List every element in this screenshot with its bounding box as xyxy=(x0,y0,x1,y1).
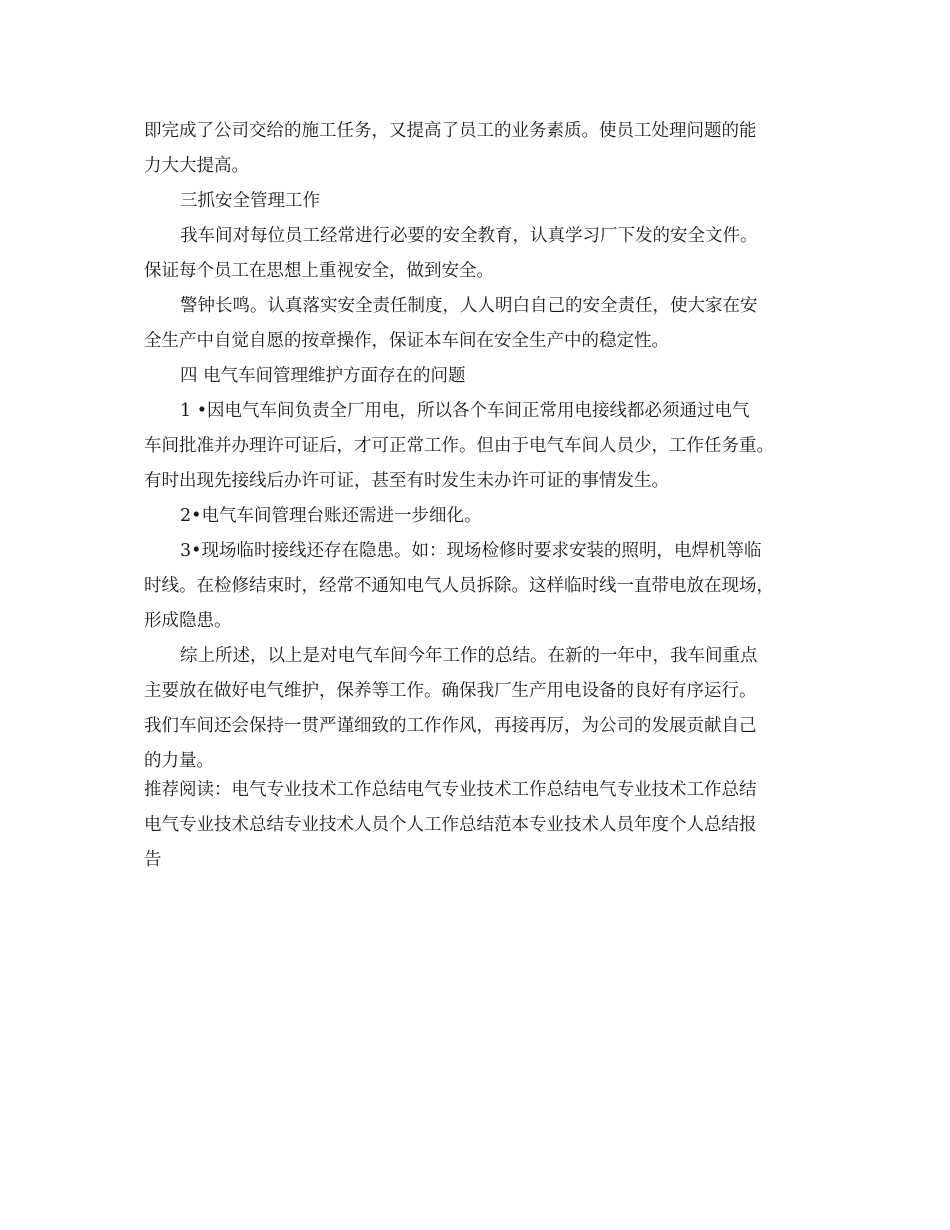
text-line: 综上所述，以上是对电气车间今年工作的总结。在新的一年中，我车间重点 xyxy=(180,646,758,666)
text-line: 的力量。 xyxy=(144,751,214,771)
section-heading: 三抓安全管理工作 xyxy=(180,191,320,211)
text-line: 警钟长鸣。认真落实安全责任制度，人人明白自己的安全责任，使大家在安 xyxy=(180,296,758,316)
recommended-reading: 告 xyxy=(144,850,162,870)
text-line: 我车间对每位员工经常进行必要的安全教育，认真学习厂下发的安全文件。 xyxy=(180,226,758,246)
text-line: 全生产中自觉自愿的按章操作，保证本车间在安全生产中的稳定性。 xyxy=(144,331,669,351)
text-line: 时线。在检修结束时，经常不通知电气人员拆除。这样临时线一直带电放在现场， xyxy=(144,576,774,596)
recommended-reading: 电气专业技术总结专业技术人员个人工作总结范本专业技术人员年度个人总结报 xyxy=(144,815,757,835)
document-body xyxy=(144,117,824,881)
text-line: 2•电气车间管理台账还需进一步细化。 xyxy=(180,506,482,526)
text-line: 即完成了公司交给的施工任务，又提高了员工的业务素质。使员工处理问题的能 xyxy=(144,121,757,141)
text-line: 有时出现先接线后办许可证，甚至有时发生未办许可证的事情发生。 xyxy=(144,471,669,491)
text-line: 1 •因电气车间负责全厂用电，所以各个车间正常用电接线都必须通过电气 xyxy=(180,401,750,421)
text-line: 3•现场临时接线还存在隐患。如：现场检修时要求安装的照明，电焊机等临 xyxy=(180,541,762,561)
text-line: 力大大提高。 xyxy=(144,156,249,176)
text-line: 形成隐患。 xyxy=(144,611,232,631)
text-line: 我们车间还会保持一贯严谨细致的工作作风，再接再厉，为公司的发展贡献自己 xyxy=(144,716,757,736)
text-line: 车间批准并办理许可证后，才可正常工作。但由于电气车间人员少，工作任务重。 xyxy=(144,436,774,456)
section-heading: 四 电气车间管理维护方面存在的问题 xyxy=(180,366,466,386)
text-line: 主要放在做好电气维护，保养等工作。确保我厂生产用电设备的良好有序运行。 xyxy=(144,681,757,701)
recommended-reading: 推荐阅读：电气专业技术工作总结电气专业技术工作总结电气专业技术工作总结 xyxy=(144,780,757,800)
text-line: 保证每个员工在思想上重视安全，做到安全。 xyxy=(144,261,494,281)
